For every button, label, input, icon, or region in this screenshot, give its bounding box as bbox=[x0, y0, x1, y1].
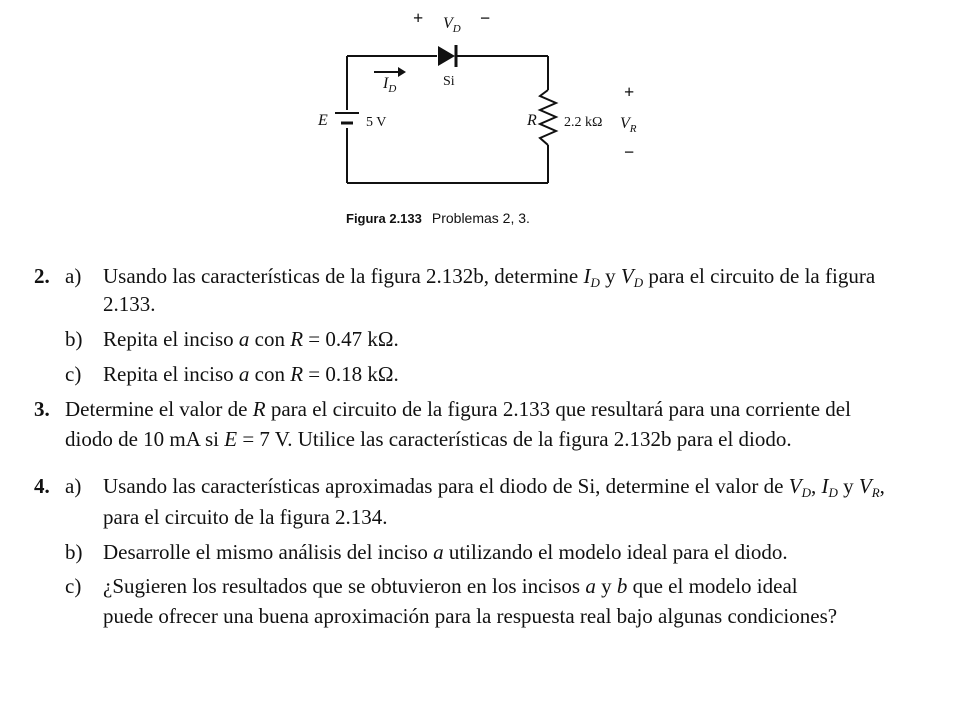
vd-plus-label: + bbox=[413, 8, 424, 28]
figure-caption bbox=[346, 210, 530, 228]
problem-3-number: 3. bbox=[34, 397, 50, 421]
id-label: $I_D$ bbox=[383, 75, 397, 95]
problem-4-number: 4. bbox=[34, 474, 50, 498]
problem-2a-label: a) bbox=[65, 264, 82, 288]
vr-plus-label: + bbox=[624, 82, 635, 102]
vr-label: $V_R$ bbox=[620, 115, 637, 135]
problem-4a-label: a) bbox=[65, 474, 82, 498]
problem-4c-line1: ¿Sugieren los resultados que se obtuvieron en los incisos a y b que el modelo ideal bbox=[103, 574, 798, 598]
problem-4c-label: c) bbox=[65, 574, 82, 598]
source-label: E bbox=[318, 112, 328, 129]
resistor-value-label: 2.2 kΩ bbox=[564, 115, 603, 130]
problem-4b-label: b) bbox=[65, 540, 83, 564]
problem-2a-line2: 2.133. bbox=[103, 292, 156, 316]
vr-minus-label: − bbox=[624, 142, 635, 162]
problem-4a-line2: para el circuito de la figura 2.134. bbox=[103, 505, 388, 529]
circuit-diagram bbox=[0, 0, 960, 240]
figure-caption-text: Problemas 2, 3. bbox=[431, 210, 530, 226]
diode-symbol bbox=[438, 46, 455, 66]
resistor-label: R bbox=[527, 112, 537, 129]
problem-2b-text: Repita el inciso a con R = 0.47 kΩ. bbox=[103, 327, 399, 351]
problem-3-line2: diodo de 10 mA si E = 7 V. Utilice las características de la figura 2.132b para el diodo. bbox=[65, 427, 792, 451]
vd-minus-label: − bbox=[480, 8, 491, 28]
problem-2b-label: b) bbox=[65, 327, 83, 351]
vd-label: $V_D$ bbox=[443, 15, 461, 35]
problem-2c-text: Repita el inciso a con R = 0.18 kΩ. bbox=[103, 362, 399, 386]
problem-4a-line1: Usando las características aproximadas para el diodo de Si, determine el valor de $V_D$, $I_D$ y $V_R$, bbox=[103, 474, 885, 500]
problem-3-line1: Determine el valor de R para el circuito de la figura 2.133 que resultará para una corriente del bbox=[65, 397, 851, 421]
current-arrowhead bbox=[398, 67, 406, 77]
problem-4c-line2: puede ofrecer una buena aproximación para la respuesta real bajo algunas condiciones? bbox=[103, 604, 838, 628]
problem-2c-label: c) bbox=[65, 362, 82, 386]
figure-caption-label: Figura 2.133 bbox=[346, 211, 422, 226]
problem-2a-line1: Usando las características de la figura 2.132b, determine $I_D$ y $V_D$ para el circuito de la figura bbox=[103, 264, 876, 290]
source-value-label: 5 V bbox=[366, 115, 387, 130]
resistor-symbol bbox=[540, 90, 556, 145]
diode-material-label: Si bbox=[443, 74, 455, 89]
problem-2-number: 2. bbox=[34, 264, 50, 288]
problem-4b-text: Desarrolle el mismo análisis del inciso a utilizando el modelo ideal para el diodo. bbox=[103, 540, 788, 564]
